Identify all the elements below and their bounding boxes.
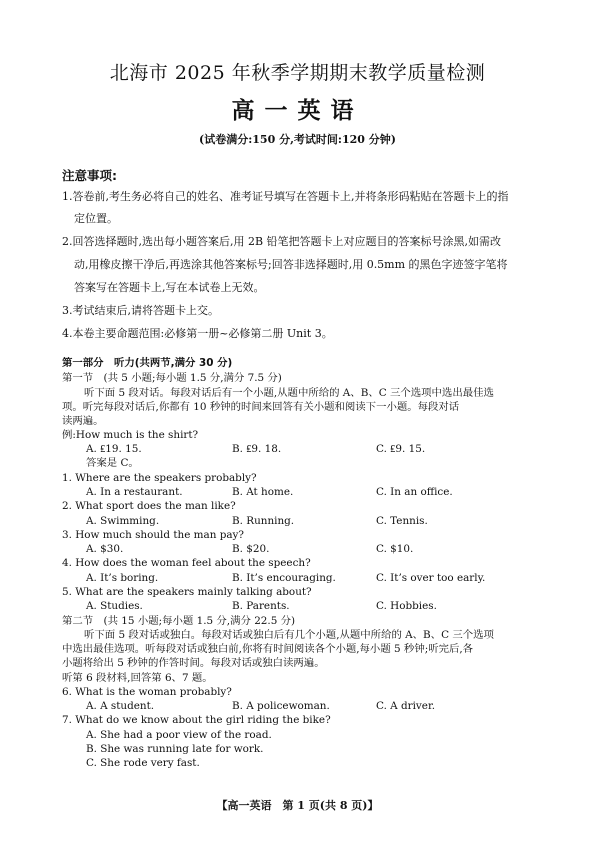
option: B. ₤9. 18. <box>232 443 282 455</box>
option: C. $10. <box>376 543 414 555</box>
exam-info: (试卷满分:150 分,考试时间:120 分钟) <box>199 133 396 146</box>
option: C. It’s over too early. <box>376 572 486 584</box>
notice-line: 定位置。 <box>74 212 118 225</box>
section1-instruction: 读两遍。 <box>62 415 104 427</box>
question: 6. What is the woman probably? <box>62 686 232 698</box>
section1-instruction: 项。听完每段对话后,你都有 10 秒钟的时间来回答有关小题和阅读下一小题。每段对话 <box>62 401 460 413</box>
subject-title: 高一英语 <box>231 98 364 124</box>
question: 3. How much should the man pay? <box>62 529 244 541</box>
option: C. A driver. <box>376 700 436 712</box>
option: C. She rode very fast. <box>86 757 200 769</box>
question: 2. What sport does the man like? <box>62 500 236 512</box>
question: 1. Where are the speakers probably? <box>62 472 257 484</box>
option: B. She was running late for work. <box>86 743 264 755</box>
question: 4. How does the woman feel about the speech? <box>62 557 311 569</box>
example-question: 例:How much is the shirt? <box>62 429 199 441</box>
section1-heading: 第一节 (共 5 小题;每小题 1.5 分,满分 7.5 分) <box>62 372 282 384</box>
section1-instruction: 听下面 5 段对话。每段对话后有一个小题,从题中所给的 A、B、C 三个选项中选出最佳选 <box>84 387 494 399</box>
question: 5. What are the speakers mainly talking about? <box>62 586 312 598</box>
exam-title: 北海市 2025 年秋季学期期末教学质量检测 <box>109 62 486 84</box>
section2-instruction: 中选出最佳选项。听每段对话或独白前,你将有时间阅读各个小题,每小题 5 秒钟;听完后,各 <box>62 643 474 655</box>
option: A. It’s boring. <box>86 572 159 584</box>
section2-instruction: 小题将给出 5 秒钟的作答时间。每段对话或独白读两遍。 <box>62 657 325 669</box>
example-answer: 答案是 C。 <box>86 457 139 469</box>
option: B. It’s encouraging. <box>232 572 336 584</box>
material-note: 听第 6 段材料,回答第 6、7 题。 <box>62 672 213 684</box>
option: B. At home. <box>232 486 294 498</box>
option: A. Studies. <box>86 600 143 612</box>
option: A. ₤19. 15. <box>86 443 142 455</box>
notice-line: 4.本卷主要命题范围:必修第一册~必修第二册 Unit 3。 <box>62 327 333 340</box>
notice-line: 1.答卷前,考生务必将自己的姓名、准考证号填写在答题卡上,并将条形码粘贴在答题卡上的指 <box>62 190 509 203</box>
option: A. In a restaurant. <box>86 486 183 498</box>
section2-heading: 第二节 (共 15 小题;每小题 1.5 分,满分 22.5 分) <box>62 615 296 627</box>
option: B. A policewoman. <box>232 700 330 712</box>
option: B. $20. <box>232 543 270 555</box>
option: B. Parents. <box>232 600 290 612</box>
option: B. Running. <box>232 515 295 527</box>
notice-line: 答案写在答题卡上,写在本试卷上无效。 <box>74 281 265 294</box>
option: C. ₤9. 15. <box>376 443 426 455</box>
part1-heading: 第一部分 听力(共两节,满分 30 分) <box>62 357 233 369</box>
notice-line: 动,用橡皮擦干净后,再选涂其他答案标号;回答非选择题时,用 0.5mm 的黑色字迹签字笔将 <box>74 258 508 271</box>
notice-line: 2.回答选择题时,选出每小题答案后,用 2B 铅笔把答题卡上对应题目的答案标号涂黑,如需改 <box>62 235 502 248</box>
question: 7. What do we know about the girl riding the bike? <box>62 714 331 726</box>
option: A. She had a poor view of the road. <box>86 729 272 741</box>
option: A. $30. <box>86 543 124 555</box>
option: A. Swimming. <box>86 515 160 527</box>
notice-heading: 注意事项: <box>62 168 117 183</box>
section2-instruction: 听下面 5 段对话或独白。每段对话或独白后有几个小题,从题中所给的 A、B、C 三个选项 <box>84 629 494 641</box>
option: A. A student. <box>86 700 155 712</box>
option: C. Tennis. <box>376 515 428 527</box>
page-footer: 【高一英语 第 1 页(共 8 页)】 <box>216 799 379 812</box>
option: C. In an office. <box>376 486 453 498</box>
option: C. Hobbies. <box>376 600 437 612</box>
notice-line: 3.考试结束后,请将答题卡上交。 <box>62 304 219 317</box>
